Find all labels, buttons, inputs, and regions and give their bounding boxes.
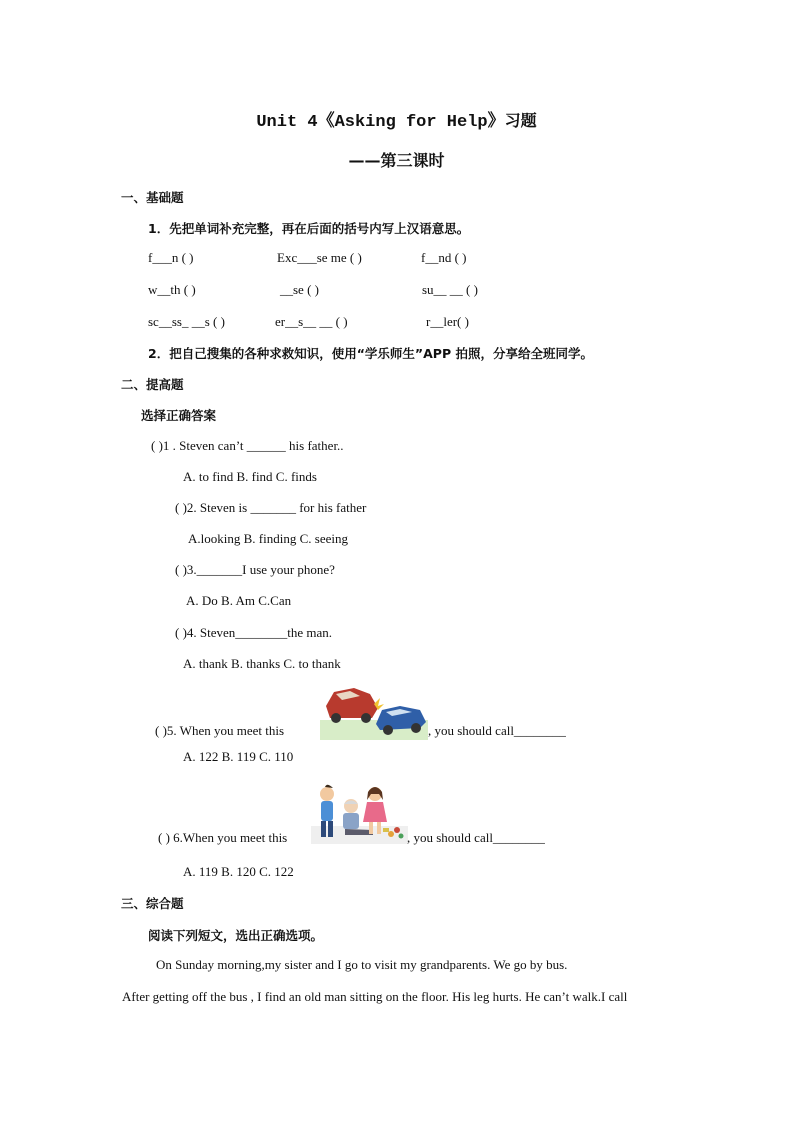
page-title <box>0 106 793 132</box>
page-subtitle: ——第三课时 <box>348 151 445 170</box>
word-blank: f__nd ( ) <box>421 250 467 265</box>
reading-passage-line-2: After getting off the bus , I find an old man sitting on the floor. His leg hurts. He can’t walk.I call <box>122 989 628 1004</box>
section1-heading: 一、基础题 <box>121 190 184 205</box>
mc-options-4: A. thank B. thanks C. to thank <box>183 656 341 671</box>
car-accident-image <box>320 684 428 740</box>
section3-instruction: 阅读下列短文，选出正确选项。 <box>148 928 324 943</box>
title-english: Unit 4《Asking for Help》 <box>256 113 505 132</box>
word-blank: r__ler( ) <box>426 314 469 329</box>
section2-heading: 二、提高题 <box>121 377 184 392</box>
mc-options-6: A. 119 B. 120 C. 122 <box>183 864 294 879</box>
q2-instruction: 2．把自己搜集的各种求救知识，使用“学乐师生”APP 拍照，分享给全班同学。 <box>148 346 593 361</box>
word-blank: er__s__ __ ( ) <box>275 314 348 329</box>
q1-instruction: 1．先把单词补充完整，再在后面的括号内写上汉语意思。 <box>148 221 470 236</box>
mc-question-2: ( )2. Steven is _______ for his father <box>175 500 367 515</box>
mc-question-3: ( )3._______I use your phone? <box>175 562 335 577</box>
word-blank: f___n ( ) <box>148 250 194 265</box>
mc-question-5-prefix: ( )5. When you meet this <box>155 723 285 738</box>
title-chinese: 习题 <box>504 111 537 130</box>
mc-options-5: A. 122 B. 119 C. 110 <box>183 749 294 764</box>
injured-man-image <box>311 780 408 844</box>
section3-heading: 三、综合题 <box>121 896 184 911</box>
word-blank: __se ( ) <box>280 282 319 297</box>
reading-passage-line-1: On Sunday morning,my sister and I go to visit my grandparents. We go by bus. <box>156 957 568 972</box>
mc-question-6-suffix: , you should call________ <box>407 830 545 845</box>
mc-options-2: A.looking B. finding C. seeing <box>188 531 348 546</box>
mc-options-1: A. to find B. find C. finds <box>183 469 317 484</box>
mc-question-1: ( )1 . Steven can’t ______ his father.. <box>151 438 344 453</box>
section2-subheading: 选择正确答案 <box>141 408 217 423</box>
word-blank: w__th ( ) <box>148 282 196 297</box>
word-blank: su__ __ ( ) <box>422 282 478 297</box>
word-blank: Exc___se me ( ) <box>277 250 362 265</box>
mc-question-4: ( )4. Steven________the man. <box>175 625 333 640</box>
mc-question-6-prefix: ( ) 6.When you meet this <box>158 830 288 845</box>
word-blank: sc__ss_ __s ( ) <box>148 314 225 329</box>
mc-options-3: A. Do B. Am C.Can <box>186 593 292 608</box>
mc-question-5-suffix: , you should call________ <box>428 723 566 738</box>
